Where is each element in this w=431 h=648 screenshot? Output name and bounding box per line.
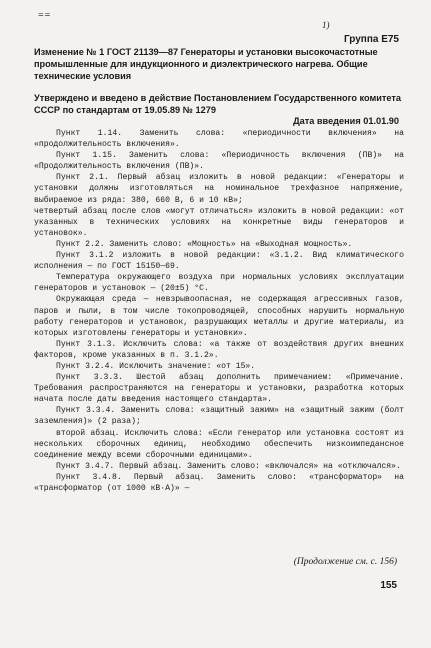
body-paragraph: Пункт 3.4.7. Первый абзац. Заменить слово: «включался» на «отключался». — [56, 461, 401, 471]
body-paragraph: Пункт 1.14. Заменить слова: «периодичности включения» на «продолжительность включения». — [34, 129, 404, 150]
body-paragraph: Пункт 2.1. Первый абзац изложить в новой редакции: «Генераторы и установки должны изготовляться на номинальное трехфазное напряжение, выбираемое из ряда: 380, 660 В, 6 и 10 кВ»; — [34, 173, 404, 205]
body-paragraph: второй абзац. Исключить слова: «Если генератор или установка состоят из нескольких сборочных единиц, необходимо обеспечить низкоимпедансное соединение между всеми сборочными единицами». — [34, 428, 404, 460]
body-paragraph: Пункт 3.1.3. Исключить слова: «а также от воздействия других внешних факторов, кроме указанных в п. 3.1.2». — [34, 339, 404, 360]
amendment-body — [34, 128, 404, 494]
body-paragraph: четвертый абзац после слов «могут отличаться» изложить в новой редакции: «от указанных в технических условиях на конкретные виды генераторов и установок». — [34, 206, 404, 238]
group-label: Группа Е75 — [343, 34, 399, 45]
body-paragraph: Пункт 3.4.8. Первый абзац. Заменить слово: «трансформатор» на «трансформатор (от 1000 кВ·А)» — — [34, 472, 404, 493]
body-paragraph: Пункт 3.1.2 изложить в новой редакции: «3.1.2. Вид климатического исполнения — по ГОСТ 15150—69. — [34, 251, 404, 272]
body-paragraph: Температура окружающего воздуха при нормальных условиях эксплуатации генераторов и установок — (20±5) °С. — [34, 273, 404, 294]
approval-statement: Утверждено и введено в действие Постановлением Государственного комитета СССР по стандартам от 19.05.89 № 1279 — [34, 93, 401, 115]
body-paragraph: Пункт 1.15. Заменить слова: «Периодичность включения (ПВ)» на «Продолжительность включения (ПВ)». — [34, 151, 404, 172]
body-paragraph: Пункт 2.2. Заменить слово: «Мощность» на «Выходная мощность». — [56, 239, 353, 249]
continuation-note: (Продолжение см. с. 156) — [293, 557, 397, 567]
introduction-date: Дата введения 01.01.90 — [293, 116, 399, 126]
body-paragraph: Пункт 3.3.3. Шестой абзац дополнить примечанием: «Примечание. Требования распространяются на генераторы и установки, разработка которых начата после даты введения настоящего стандарта». — [34, 373, 404, 405]
handwritten-mark: 1) — [322, 20, 330, 30]
body-paragraph: Окружающая среда — невзрывоопасная, не содержащая агрессивных газов, паров и пыли, в том числе токопроводящей, способных нарушить нормальную работу генераторов и установок, разрушающих металлы и другие материалы, из которых изготовлены генераторы и установки». — [34, 295, 404, 338]
amendment-title: Изменение № 1 ГОСТ 21139—87 Генераторы и установки высокочастотные промышленные для индукционного и диэлектрического нагрева. Общие технические условия — [34, 47, 378, 81]
corner-mark: == — [38, 10, 52, 21]
page-number: 155 — [380, 580, 397, 591]
body-paragraph: Пункт 3.3.4. Заменить слова: «защитный зажим» на «защитный зажим (болт заземления)» (2 раза); — [34, 406, 404, 427]
body-paragraph: Пункт 3.2.4. Исключить значение: «от 15». — [56, 361, 256, 371]
